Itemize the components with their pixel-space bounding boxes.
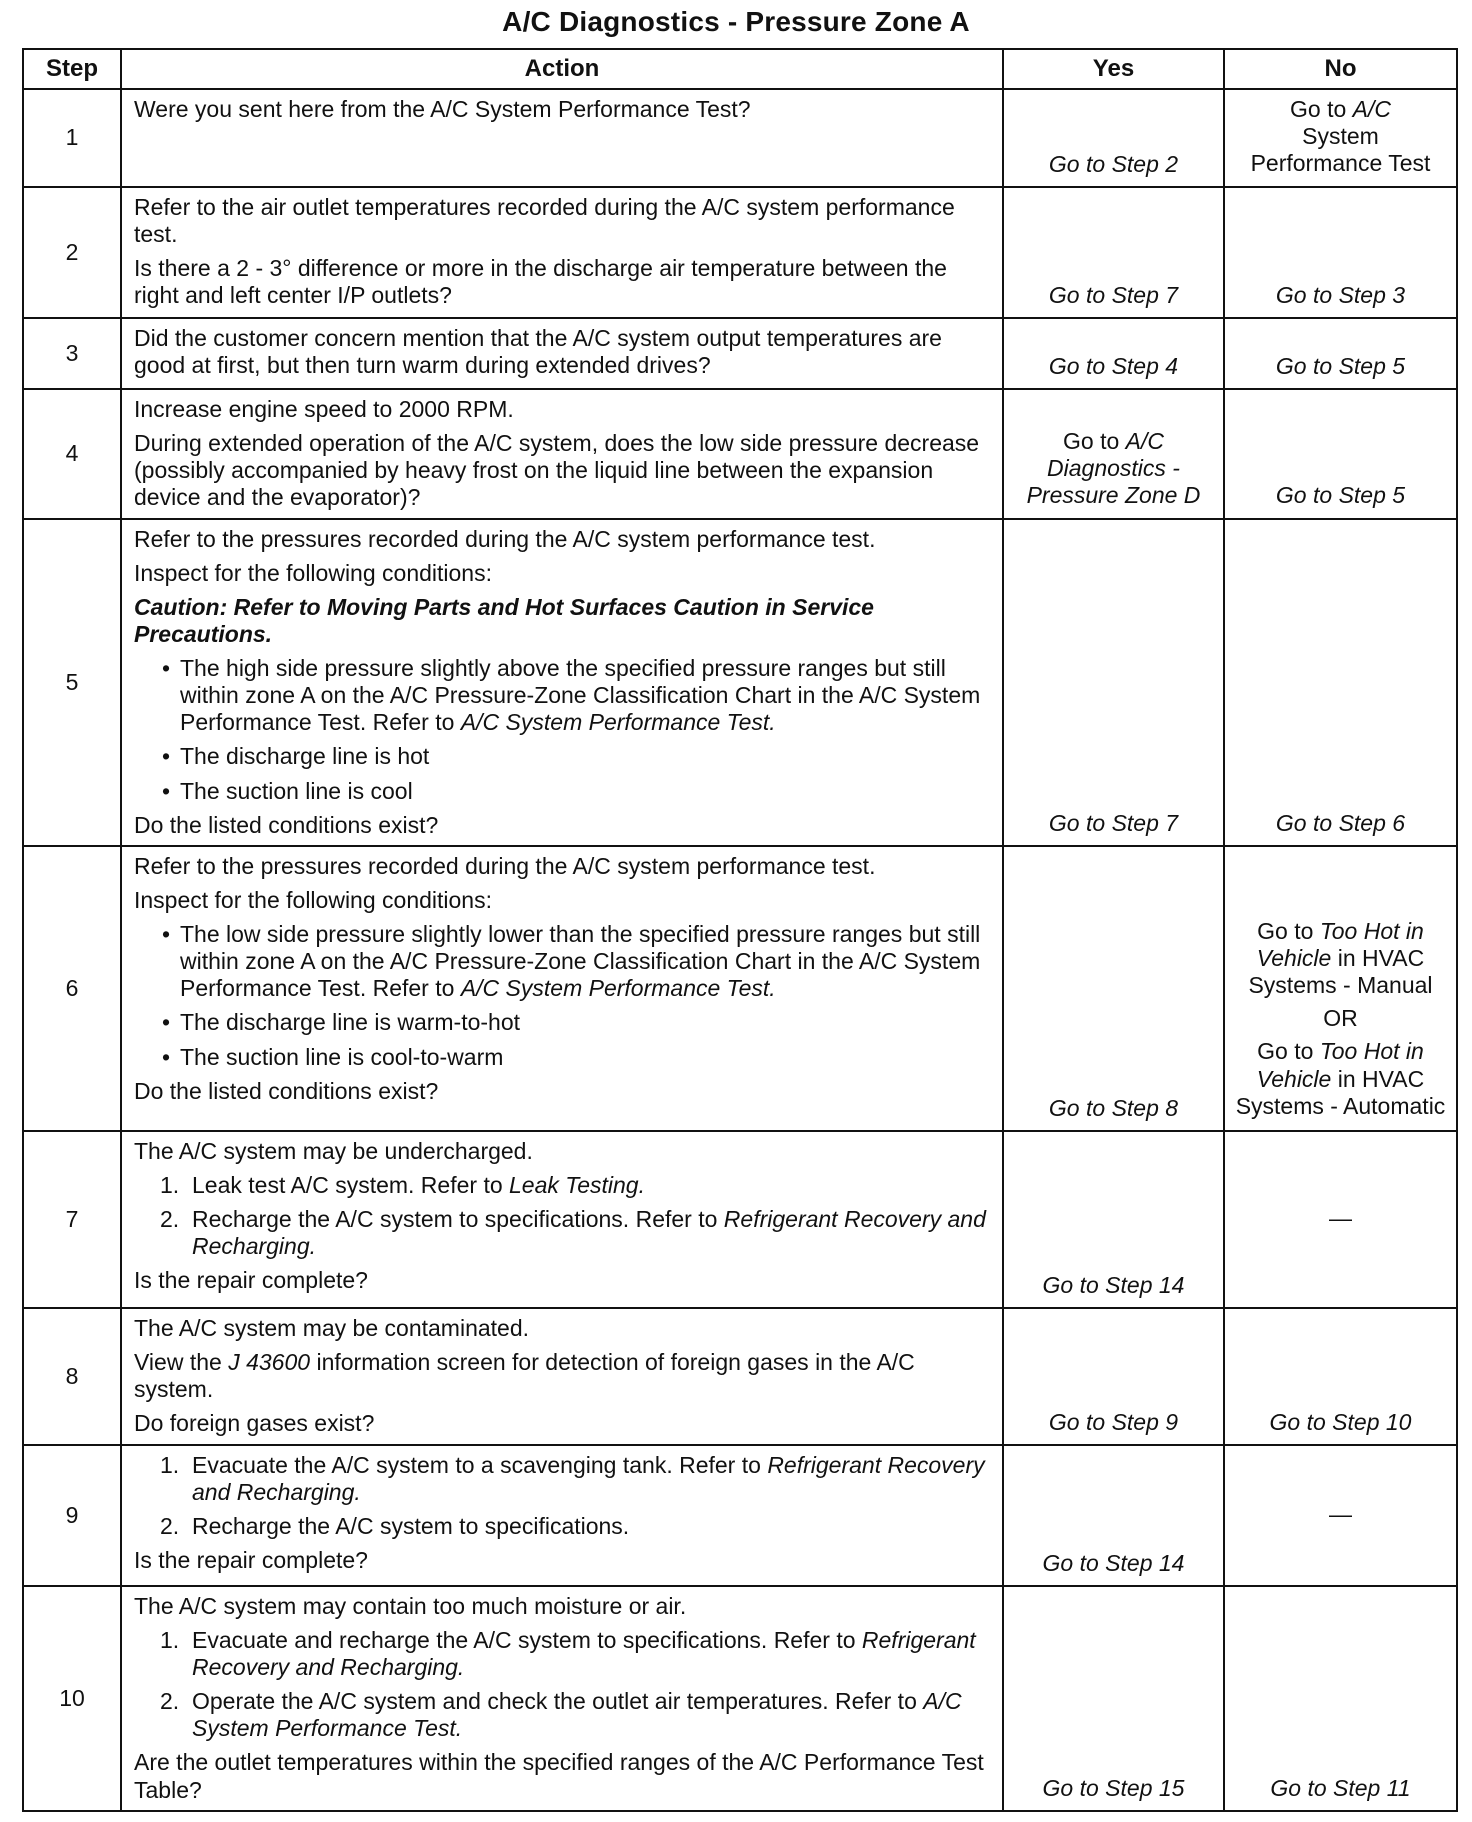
- action-cell: [121, 389, 1003, 519]
- procedure-text: Evacuate and recharge the A/C system to specifications. Refer to: [192, 1626, 856, 1653]
- list-item: • The discharge line is warm-to-hot: [180, 1009, 990, 1036]
- step-number: 4: [23, 389, 121, 519]
- action-text: The A/C system may be contaminated.: [134, 1314, 530, 1341]
- reference-link[interactable]: Refrigerant Recovery and Recharging.: [192, 1206, 986, 1260]
- tool-reference: J 43600: [228, 1348, 311, 1375]
- yes-link[interactable]: Go to Step 4: [1048, 352, 1179, 379]
- yes-cell: [1003, 187, 1224, 318]
- no-dash: —: [1329, 1500, 1352, 1527]
- no-dash: —: [1329, 1204, 1352, 1231]
- text-fragment: View the: [134, 1348, 222, 1375]
- no-link-part[interactable]: A/C: [1352, 96, 1391, 122]
- no-prefix: Go to: [1257, 1038, 1314, 1065]
- no-suffix: in HVAC Systems - Automatic: [1235, 1065, 1446, 1119]
- no-cell: [1224, 1445, 1457, 1586]
- list-item: [160, 1206, 990, 1260]
- list-item: [160, 1513, 990, 1540]
- list-item: • The suction line is cool: [180, 778, 990, 805]
- yes-link[interactable]: Go to Step 7: [1048, 809, 1179, 836]
- yes-link[interactable]: Go to Step 9: [1048, 1408, 1179, 1435]
- table-row: [23, 1308, 1457, 1445]
- no-link[interactable]: Go to Step 3: [1275, 281, 1406, 308]
- action-cell: [121, 1131, 1003, 1308]
- no-suffix: in HVAC Systems - Manual: [1248, 945, 1433, 999]
- action-question: Is the repair complete?: [134, 1547, 368, 1574]
- yes-link-part[interactable]: Diagnostics -: [1047, 455, 1180, 482]
- no-cell: [1224, 1131, 1457, 1308]
- table-row: [23, 519, 1457, 846]
- yes-link[interactable]: Go to Step 7: [1048, 281, 1179, 308]
- action-question: Did the customer concern mention that the A/C system output temperatures are good at first, but then turn warm during extended drives?: [134, 325, 942, 379]
- item-number: 1.: [160, 1626, 180, 1653]
- list-item: [160, 1688, 990, 1742]
- step-number: 8: [23, 1308, 121, 1445]
- action-question: Do the listed conditions exist?: [134, 1077, 439, 1104]
- yes-link[interactable]: Go to Step 14: [1042, 1271, 1185, 1298]
- action-text: Refer to the pressures recorded during the A/C system performance test.: [134, 852, 876, 879]
- action-cell: [121, 89, 1003, 187]
- yes-cell: [1003, 389, 1224, 519]
- list-item: [180, 655, 990, 736]
- action-cell: [121, 846, 1003, 1131]
- no-prefix: Go to: [1290, 96, 1347, 122]
- table-row: [23, 318, 1457, 389]
- no-link[interactable]: Go to Step 5: [1275, 482, 1406, 509]
- list-item: [160, 1626, 990, 1681]
- yes-cell: [1003, 1445, 1224, 1586]
- table-row: [23, 389, 1457, 519]
- no-cell: [1224, 1586, 1457, 1811]
- no-link[interactable]: Too Hot in Vehicle: [1256, 1038, 1424, 1092]
- step-number: 7: [23, 1131, 121, 1308]
- no-link[interactable]: Too Hot in Vehicle: [1256, 917, 1424, 971]
- list-item: • The suction line is cool-to-warm: [180, 1044, 990, 1071]
- action-text: Inspect for the following conditions:: [134, 886, 492, 913]
- procedure-text: Recharge the A/C system to specifications. Refer to: [192, 1206, 718, 1232]
- item-number: 2.: [160, 1688, 180, 1715]
- action-text: The A/C system may be undercharged.: [134, 1137, 533, 1164]
- action-question: During extended operation of the A/C system, does the low side pressure decrease (possibly accompanied by heavy frost on the liquid line between the expansion device and the evaporator)?: [134, 430, 980, 511]
- procedure-list: [134, 1172, 990, 1260]
- table-row: [23, 1131, 1457, 1308]
- no-prefix: Go to: [1257, 917, 1314, 944]
- action-text: Inspect for the following conditions:: [134, 559, 492, 586]
- yes-prefix: Go to: [1063, 428, 1120, 455]
- or-separator: OR: [1323, 1005, 1358, 1032]
- action-text: Refer to the pressures recorded during the A/C system performance test.: [134, 525, 876, 552]
- table-row: [23, 89, 1457, 187]
- procedure-text: Operate the A/C system and check the outlet air temperatures. Refer to: [192, 1688, 917, 1715]
- no-link[interactable]: Go to Step 5: [1275, 352, 1406, 379]
- action-text: [134, 1349, 990, 1403]
- yes-cell: [1003, 519, 1224, 846]
- list-item: [160, 1171, 990, 1199]
- no-cell: [1224, 89, 1457, 187]
- no-link[interactable]: Go to Step 6: [1275, 809, 1406, 836]
- action-text: Were you sent here from the A/C System Performance Test?: [134, 96, 751, 122]
- item-number: 1.: [160, 1451, 180, 1478]
- no-cell: [1224, 1308, 1457, 1445]
- header-step: Step: [23, 49, 121, 89]
- yes-link[interactable]: Go to Step 15: [1042, 1774, 1185, 1801]
- no-link-part[interactable]: System: [1302, 123, 1379, 150]
- list-item: • The discharge line is hot: [180, 743, 990, 770]
- procedure-text: Evacuate the A/C system to a scavenging tank. Refer to: [192, 1451, 761, 1478]
- action-cell: [121, 187, 1003, 318]
- step-number: 6: [23, 846, 121, 1131]
- header-yes: Yes: [1003, 49, 1224, 89]
- no-option-manual: [1231, 918, 1450, 999]
- reference-link[interactable]: Leak Testing.: [509, 1171, 645, 1198]
- yes-cell: [1003, 1131, 1224, 1308]
- step-number: 1: [23, 89, 121, 187]
- step-number: 5: [23, 519, 121, 846]
- step-number: 10: [23, 1586, 121, 1811]
- step-number: 2: [23, 187, 121, 318]
- yes-cell: [1003, 318, 1224, 389]
- table-header-row: [23, 49, 1457, 89]
- no-link[interactable]: Go to Step 10: [1269, 1408, 1412, 1435]
- no-link[interactable]: Go to Step 11: [1270, 1774, 1411, 1801]
- action-question: Are the outlet temperatures within the specified ranges of the A/C Performance Test Table?: [134, 1749, 984, 1803]
- procedure-list: [134, 1452, 990, 1540]
- action-text: The A/C system may contain too much moisture or air.: [134, 1592, 687, 1619]
- item-number: 2.: [160, 1513, 180, 1539]
- no-link-part[interactable]: Performance Test: [1250, 150, 1431, 177]
- yes-cell: [1003, 1308, 1224, 1445]
- no-cell: [1224, 318, 1457, 389]
- no-option-automatic: [1231, 1038, 1450, 1119]
- yes-link-part[interactable]: A/C: [1125, 428, 1164, 455]
- item-number: 2.: [160, 1206, 180, 1232]
- action-cell: [121, 1445, 1003, 1586]
- no-cell: [1224, 846, 1457, 1131]
- action-cell: [121, 1308, 1003, 1445]
- no-cell: [1224, 389, 1457, 519]
- step-number: 3: [23, 318, 121, 389]
- procedure-list: [134, 1627, 990, 1743]
- action-cell: [121, 519, 1003, 846]
- yes-link[interactable]: Go to Step 14: [1042, 1549, 1185, 1576]
- header-no: No: [1224, 49, 1457, 89]
- text-fragment: information screen for detection of foreign gases in the A/C system.: [134, 1348, 915, 1402]
- caution-note: Caution: Refer to Moving Parts and Hot Surfaces Caution in Service Precautions.: [134, 593, 874, 647]
- yes-link[interactable]: Go to Step 2: [1048, 150, 1179, 177]
- yes-cell: [1003, 1586, 1224, 1811]
- no-cell: [1224, 519, 1457, 846]
- conditions-list: [134, 921, 990, 1071]
- list-item: [160, 1451, 990, 1506]
- condition-text: The high side pressure slightly above the specified pressure ranges but still within zone A on the A/C Pressure-Zone Classification Chart in the A/C System Performance Test. Refer to: [180, 655, 981, 736]
- yes-link[interactable]: Go to Step 8: [1048, 1094, 1179, 1121]
- conditions-list: [134, 655, 990, 805]
- table-row: [23, 1445, 1457, 1586]
- action-question: Do the listed conditions exist?: [134, 811, 439, 838]
- action-cell: [121, 1586, 1003, 1811]
- yes-link-part[interactable]: Pressure Zone D: [1026, 482, 1201, 509]
- condition-text: The low side pressure slightly lower than the specified pressure ranges but still within zone A on the A/C Pressure-Zone Classification Chart in the A/C System Performance Test. Refer to: [180, 921, 981, 1002]
- reference-link[interactable]: A/C System Performance Test.: [460, 975, 776, 1002]
- reference-link[interactable]: A/C System Performance Test.: [192, 1688, 962, 1742]
- step-number: 9: [23, 1445, 121, 1586]
- action-cell: [121, 318, 1003, 389]
- table-row: [23, 187, 1457, 318]
- reference-link[interactable]: Refrigerant Recovery and Recharging.: [192, 1626, 976, 1680]
- yes-cell: [1003, 89, 1224, 187]
- no-cell: [1224, 187, 1457, 318]
- procedure-text: Recharge the A/C system to specifications.: [192, 1513, 630, 1539]
- action-question: Is there a 2 - 3° difference or more in the discharge air temperature between the right and left center I/P outlets?: [134, 255, 947, 309]
- table-row: [23, 846, 1457, 1131]
- action-question: Do foreign gases exist?: [134, 1410, 375, 1437]
- action-text: Increase engine speed to 2000 RPM.: [134, 396, 514, 422]
- procedure-text: Leak test A/C system. Refer to: [192, 1171, 503, 1198]
- item-number: 1.: [160, 1171, 180, 1198]
- header-action: Action: [121, 49, 1003, 89]
- action-text: Refer to the air outlet temperatures recorded during the A/C system performance test.: [134, 194, 955, 248]
- diagnostic-table: [22, 48, 1458, 1812]
- table-row: [23, 1586, 1457, 1811]
- reference-link[interactable]: Refrigerant Recovery and Recharging.: [192, 1451, 985, 1505]
- list-item: [180, 921, 990, 1002]
- document-title: A/C Diagnostics - Pressure Zone A: [502, 6, 970, 37]
- action-question: Is the repair complete?: [134, 1267, 368, 1294]
- reference-link[interactable]: A/C System Performance Test.: [460, 709, 776, 736]
- yes-cell: [1003, 846, 1224, 1131]
